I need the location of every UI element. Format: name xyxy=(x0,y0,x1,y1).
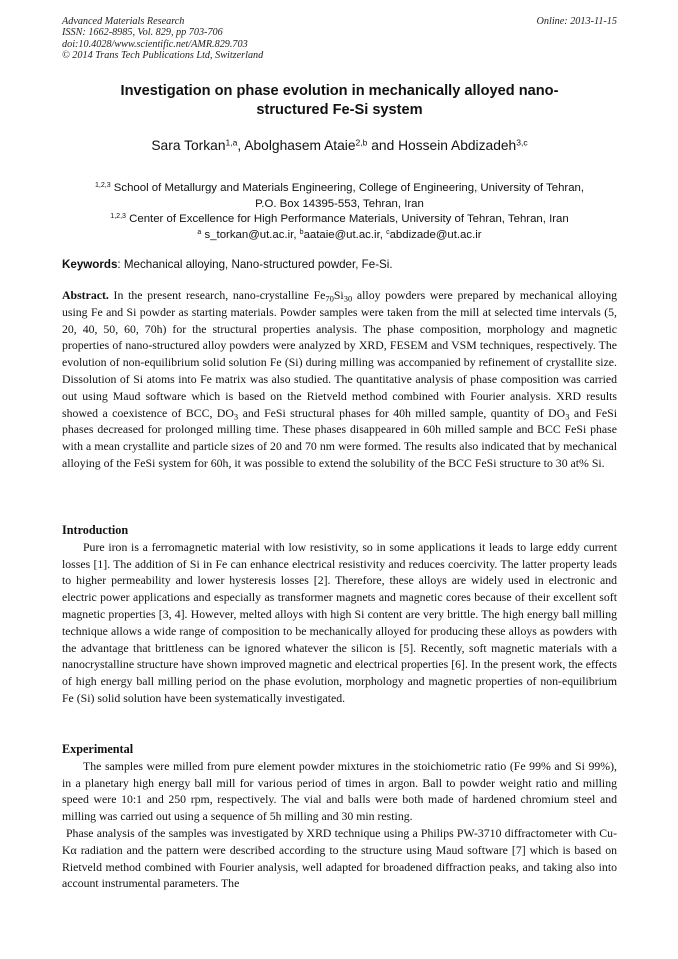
subscript: 3 xyxy=(565,410,570,421)
abstract xyxy=(62,287,617,472)
keywords-text: : Mechanical alloying, Nano-structured powder, Fe-Si. xyxy=(117,258,393,271)
section-heading: Experimental xyxy=(62,742,134,756)
subscript: 3 xyxy=(233,410,239,421)
author-separator: , xyxy=(237,138,245,153)
email-superscript: c xyxy=(386,228,390,236)
subscript: 30 xyxy=(343,293,353,304)
title-line-1: Investigation on phase evolution in mechanically alloyed nano- xyxy=(120,83,559,99)
abstract-text: In the present research, nano-crystalline Fe xyxy=(108,288,326,302)
author-list xyxy=(62,137,617,155)
author-name: Hossein Abdizadeh xyxy=(398,138,517,153)
online-date: Online: 2013-11-15 xyxy=(536,16,617,27)
email-address: aataie@ut.ac.ir, xyxy=(303,228,387,241)
abstract-text: Si xyxy=(333,288,344,302)
affiliation-1-address: P.O. Box 14395-553, Tehran, Iran xyxy=(255,197,424,210)
author-separator: and xyxy=(367,138,399,153)
paper-title xyxy=(62,82,617,120)
paragraph: Phase analysis of the samples was investigated by XRD technique using a Philips PW-3710 diffractometer with Cu-Kα radiation and the pattern were described according to the structure using Maud software [7] which is based on Rietveld method combined with Fourier analysis, well adapted for broadened diffraction peaks, and taking also into account instrumental parameters. The xyxy=(62,825,617,891)
email-address: s_torkan@ut.ac.ir, xyxy=(201,228,300,241)
paragraph: Pure iron is a ferromagnetic material with low resistivity, so in some applications it leads to large eddy current losses [1]. The addition of Si in Fe can enhance electrical resistivity and reduces coercivity. The latter property leads to higher permeability and lower hysteresis losses [2]. Therefore, these alloys are widely used in electronic and electric power applications and especially as transformer magnets and magnetic cores because of their excellent soft magnetic properties [3, 4]. However, melted alloys with high Si content are very brittle. The high energy ball milling technique allows a wide range of composition to be mechanically alloyed for producing these alloys as powders with the advantage that brittleness can be ignored whatever the silicon is [5]. Recently, soft magnetic materials with a nanocrystalline structure have shown improved magnetic and electrical properties [6]. In the present work, the effects of high energy ball milling period on the phase evolution, morphology and magnetic properties of non-equilibrium Fe (Si) solid solution have been systematically investigated. xyxy=(62,539,617,705)
copyright-line: © 2014 Trans Tech Publications Ltd, Switzerland xyxy=(62,50,264,62)
email-line xyxy=(62,228,617,244)
affiliations xyxy=(62,181,617,243)
abstract-text: and FeSi structural phases for 40h milled sample, quantity of DO xyxy=(238,405,566,420)
section-heading: Introduction xyxy=(62,523,129,537)
keywords-line xyxy=(62,257,617,272)
subscript: 70 xyxy=(325,293,334,304)
affiliation-2 xyxy=(62,212,617,228)
abstract-text: alloy powders were prepared by mechanical alloying using Fe and Si powder as starting materials. Powder samples were taken from the mill at selected time intervals (5, 20, 40, 50, 60, 70h) for the structural properties analysis. The phase composition, morphology and magnetic properties of nano-structured alloy powders were analyzed by XRD, FESEM and VSM techniques, respectively. The evolution of non-equilibrium solid solution Fe (Si) during milling was accompanied by refinement of crystallite size. Dissolution of Si atoms into Fe matrix was also studied. The quantitative analysis of phase composition was carried out using Maud software which is based on the Rietveld method combined with Fourier analysis. XRD results showed a coexistence of BCC, DO xyxy=(62,288,617,420)
doi-line: doi:10.4028/www.scientific.net/AMR.829.703 xyxy=(62,38,248,50)
affiliation-superscript: 1,2,3 xyxy=(94,182,111,190)
title-line-2: structured Fe-Si system xyxy=(256,102,423,118)
affiliation-text: Center of Excellence for High Performance Materials, University of Tehran, Tehran, Iran xyxy=(125,213,569,226)
introduction-section xyxy=(62,522,617,707)
author-name: Abolghasem Ataie xyxy=(244,138,356,153)
affiliation-superscript: 1,2,3 xyxy=(110,213,126,221)
affiliation-1 xyxy=(62,181,617,197)
email-address: abdizade@ut.ac.ir xyxy=(389,228,482,241)
issn-line: ISSN: 1662-8985, Vol. 829, pp 703-706 xyxy=(62,27,223,39)
journal-name: Advanced Materials Research xyxy=(62,16,185,27)
author-name: Sara Torkan xyxy=(151,138,226,153)
experimental-section xyxy=(62,741,617,892)
author-superscript: 3,c xyxy=(516,137,528,148)
abstract-text: and FeSi phases decreased for prolonged milling time. These phases disappeared in 60h milled sample and BCC FeSi phase with a mean crystallite and particle sizes of 20 and 70 nm were formed. The results also indicated that by mechanical alloying of the FeSi system for 60h, it was possible to extend the solubility of the BCC FeSi structure to 30 at% Si. xyxy=(62,405,617,470)
keywords-label: Keywords xyxy=(62,258,118,271)
paragraph: The samples were milled from pure element powder mixtures in the stoichiometric ratio (Fe 99% and Si 99%), in a planetary high energy ball mill for various period of times in argon. Ball to powder weight ratio and milling speed were 10:1 and 250 rpm, respectively. The vial and balls were both made of hardened chromium steel and milling was carried out using a sequence of 5h milling and 30 min resting. xyxy=(62,758,617,824)
author-superscript: 1,a xyxy=(225,137,238,148)
email-superscript: b xyxy=(299,228,304,236)
affiliation-text: School of Metallurgy and Materials Engineering, College of Engineering, University of Tehran, xyxy=(110,182,585,194)
email-superscript: a xyxy=(197,228,202,236)
author-superscript: 2,b xyxy=(355,137,368,148)
journal-header xyxy=(62,16,617,62)
abstract-label: Abstract. xyxy=(62,288,109,302)
